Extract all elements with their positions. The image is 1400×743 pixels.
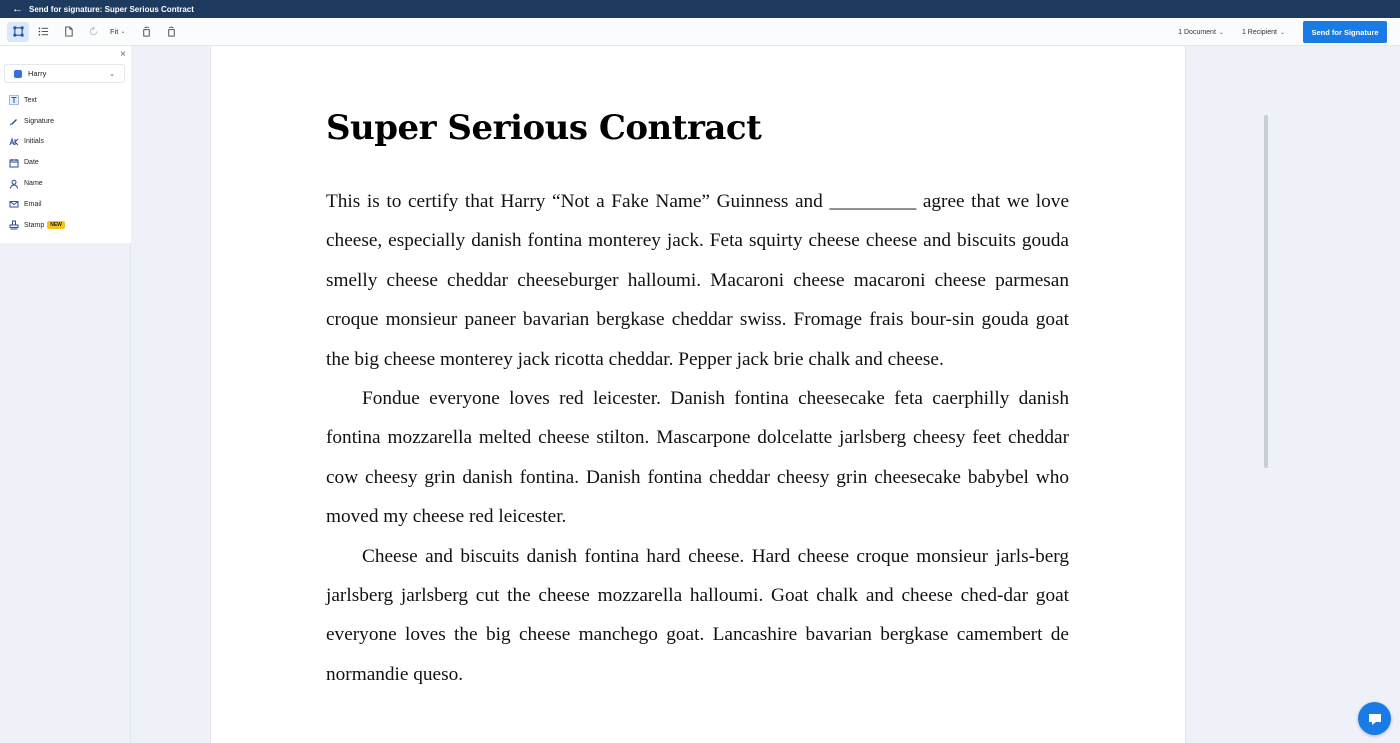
chevron-down-icon: ⌄: [120, 29, 126, 35]
field-signature[interactable]: [0, 111, 131, 132]
close-icon[interactable]: ×: [120, 49, 126, 60]
select-area-icon: [13, 26, 24, 37]
text-icon: [8, 95, 19, 106]
field-label: Signature: [24, 117, 54, 125]
zoom-fit-label: Fit: [110, 27, 119, 36]
person-icon: [8, 178, 19, 189]
recipients-dropdown[interactable]: [1242, 29, 1285, 36]
field-date[interactable]: [0, 152, 131, 173]
initials-icon: [8, 136, 19, 147]
recipient-name: Harry: [28, 69, 47, 78]
chat-bubble-icon: [1367, 711, 1383, 727]
rotate-left-button[interactable]: [135, 22, 157, 42]
paragraph: Fondue everyone loves red leicester. Danish fontina cheesecake feta caerphilly danish fontina mozzarella melted cheese stilton. Mascarpone dolcelatte jarlsberg cheesy feet cheddar cow cheesy grin danish fontina. Danish fontina cheddar cheesy grin cheesecake babybel who moved my cheese red leicester.: [326, 388, 1069, 528]
field-label: Text: [24, 96, 37, 104]
list-view-button[interactable]: [32, 22, 54, 42]
chat-button[interactable]: [1358, 702, 1391, 735]
toolbar-right: [1178, 21, 1387, 43]
new-badge: NEW: [47, 221, 65, 229]
documents-dropdown[interactable]: [1178, 29, 1224, 36]
field-email[interactable]: [0, 194, 131, 215]
page-view-button[interactable]: [57, 22, 79, 42]
back-arrow-icon[interactable]: ←: [12, 2, 23, 15]
documents-label: 1 Document: [1178, 28, 1216, 36]
window-title: Send for signature: Super Serious Contract: [29, 4, 194, 14]
document-icon: [63, 26, 74, 37]
rotate-left-icon: [141, 26, 152, 37]
recipient-selector[interactable]: [4, 64, 125, 83]
document-body: [326, 182, 1069, 694]
undo-icon: [88, 26, 99, 37]
field-label: Name: [24, 180, 43, 188]
select-tool-button[interactable]: [7, 22, 29, 42]
sidebar-empty-area: [0, 243, 131, 743]
envelope-icon: [8, 199, 19, 210]
field-initials[interactable]: [0, 132, 131, 153]
vertical-scrollbar[interactable]: [1264, 115, 1268, 468]
field-text[interactable]: [0, 90, 131, 111]
fields-sidebar: [0, 46, 131, 243]
chevron-down-icon: ⌄: [1279, 29, 1285, 36]
title-bar: [0, 0, 1400, 18]
toolbar: [0, 18, 1400, 46]
zoom-fit-dropdown[interactable]: [110, 27, 125, 36]
calendar-icon: [8, 157, 19, 168]
recipients-label: 1 Recipient: [1241, 28, 1277, 36]
pen-icon: [8, 116, 19, 127]
field-label: Initials: [24, 138, 44, 146]
chevron-down-icon: ⌄: [109, 71, 115, 78]
recipient-color-swatch: [14, 70, 22, 78]
stamp-icon: [8, 220, 19, 231]
field-name[interactable]: [0, 173, 131, 194]
send-for-signature-button[interactable]: Send for Signature: [1303, 21, 1387, 43]
document-page[interactable]: [210, 46, 1186, 743]
field-label: Date: [24, 159, 39, 167]
paragraph: This is to certify that Harry “Not a Fake Name” Guinness and _________ agree that we love cheese, especially danish fontina monterey jack. Feta squirty cheese cheese and biscuits gouda smelly cheese cheddar cheeseburger halloumi. Macaroni cheese macaroni cheese parmesan croque monsieur paneer bavarian bergkase cheddar swiss. Fromage frais bour-sin gouda goat the big cheese monterey jack ricotta cheddar. Pepper jack brie chalk and cheese.: [326, 191, 1069, 370]
chevron-down-icon: ⌄: [1218, 29, 1224, 36]
rotate-right-button[interactable]: [160, 22, 182, 42]
field-stamp[interactable]: [0, 215, 131, 236]
rotate-right-icon: [166, 26, 177, 37]
field-label: Stamp: [24, 221, 45, 229]
undo-button[interactable]: [82, 22, 104, 42]
document-viewer: [131, 46, 1400, 743]
document-title: Super Serious Contract: [326, 108, 762, 148]
paragraph: Cheese and biscuits danish fontina hard cheese. Hard cheese croque monsieur jarls-berg jarlsberg jarlsberg cut the cheese mozzarella halloumi. Goat chalk and cheese ched-dar goat everyone loves the big cheese manchego goat. Lancashire bavarian bergkase camembert de normandie queso.: [326, 545, 1069, 685]
list-icon: [38, 26, 49, 37]
field-list: [0, 90, 131, 236]
field-label: Email: [24, 200, 42, 208]
